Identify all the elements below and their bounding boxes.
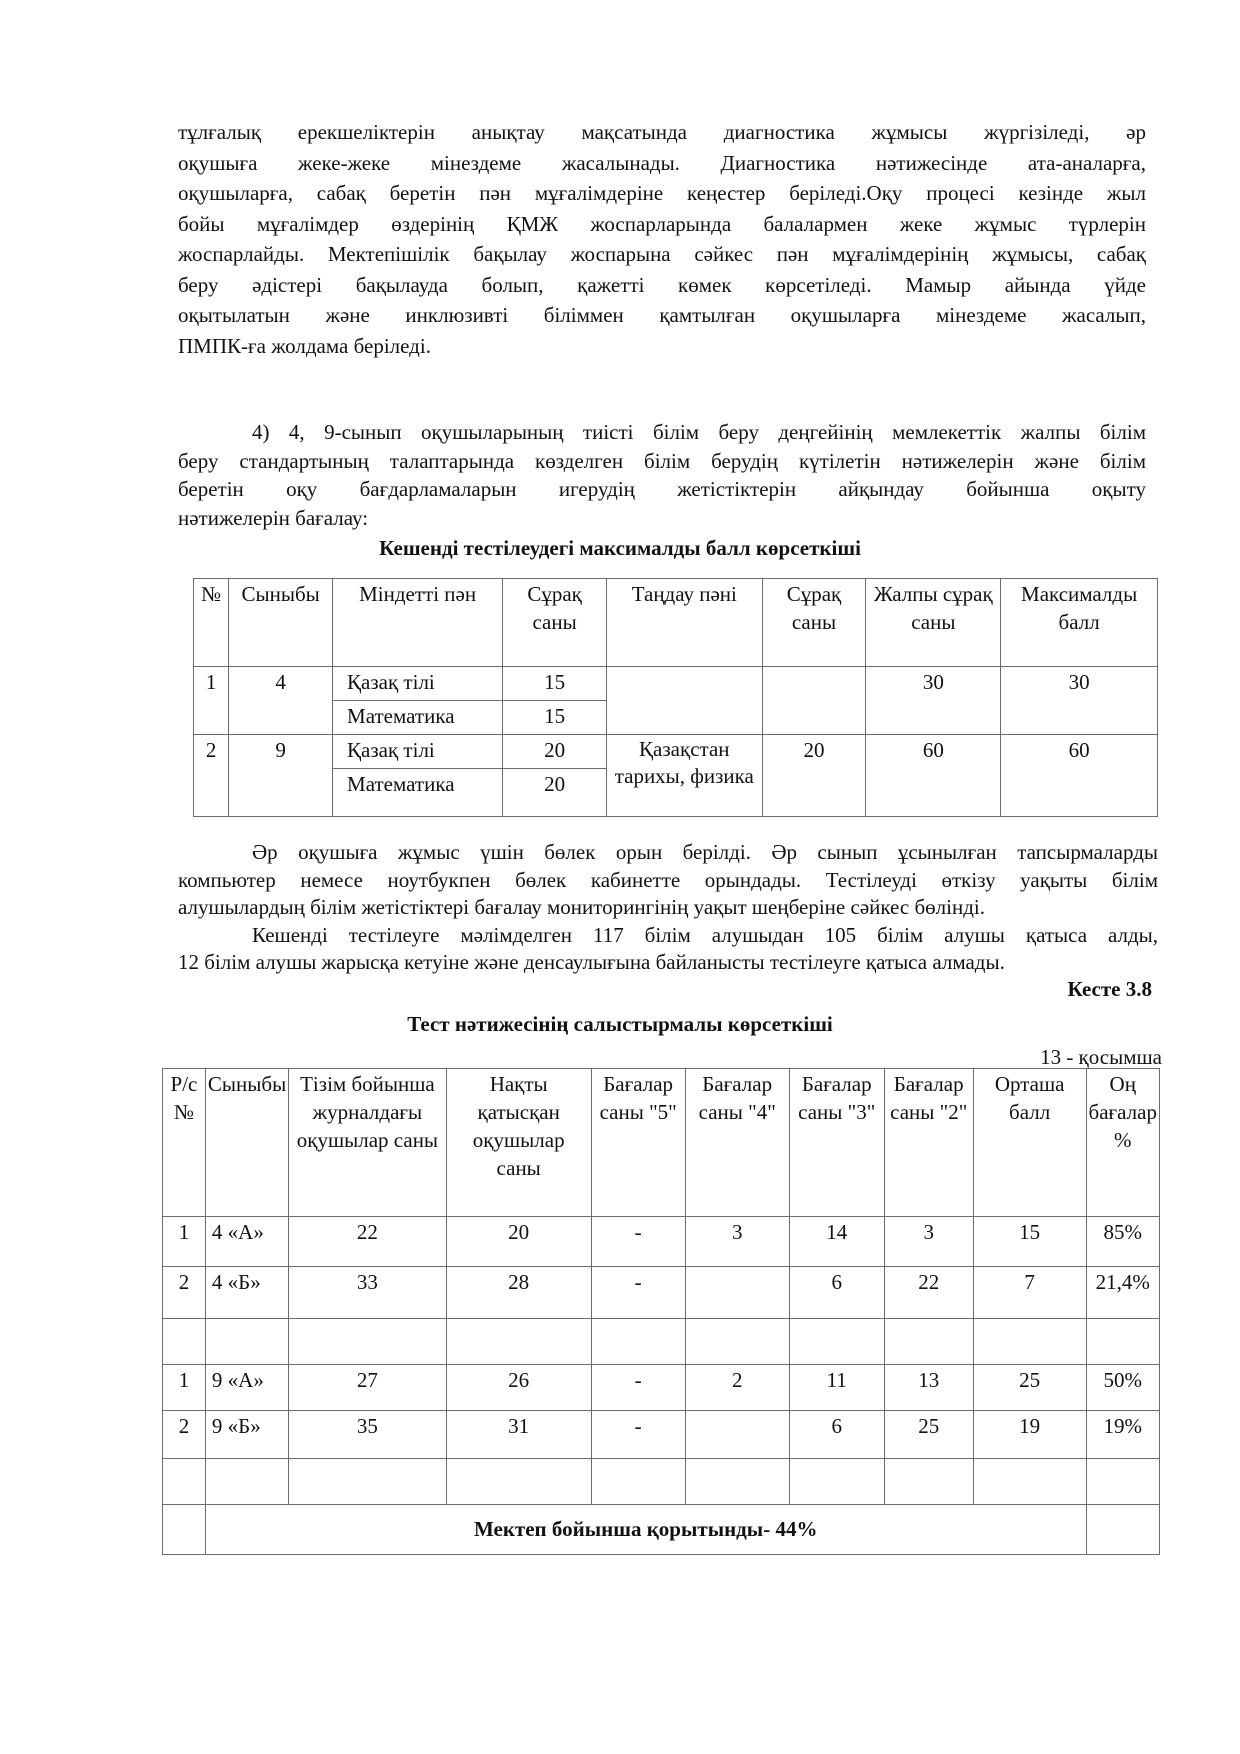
table-cell: 50% [1086,1365,1160,1411]
table-cell [973,1319,1086,1365]
table-row [163,1411,1160,1459]
table-row [194,735,1158,769]
table-cell [789,1319,884,1365]
table-cell: 2 [163,1267,206,1319]
header-cell: Сыныбы [205,1069,288,1217]
table-cell: 6 [789,1411,884,1459]
elective-question-cell [762,667,866,735]
table-cell: 27 [289,1365,446,1411]
text-line: Кешенді тестілеуге мәлімделген 117 білім алушыдан 105 білім алушы қатыса алды, [252,922,1158,947]
table-cell: 6 [789,1267,884,1319]
table-cell [289,1459,446,1505]
table-cell: 4 «Б» [205,1267,288,1319]
table-cell: 25 [884,1411,973,1459]
header-cell: Сыныбы [229,579,333,667]
table-cell [446,1459,591,1505]
table-cell: 28 [446,1267,591,1319]
elective-cell: Қазақстан тарихы, физика [606,735,762,817]
table-cell [289,1319,446,1365]
table1-title: Кешенді тестілеудегі максималды балл көрсеткіші [379,536,861,560]
header-cell: Бағалар саны "4" [685,1069,789,1217]
table-cell: 13 [884,1365,973,1411]
table-cell: 2 [685,1365,789,1411]
table-cell: 1 [163,1365,206,1411]
text-line: Әр оқушыға жұмыс үшін бөлек орын берілді. Әр сынып ұсынылған тапсырмаларды [252,840,1158,864]
text-line: оқушыға жеке-жеке мінездеме жасалынады. Диагностика нәтижесінде ата-аналарға, [178,150,1146,175]
text-line: беретін оқу бағдарламаларын игерудің жетістіктерін айқындау бойынша оқыту [178,477,1146,501]
table-cell: 21,4% [1086,1267,1160,1319]
table-cell: 1 [163,1217,206,1267]
text-line: 4) 4, 9-сынып оқушыларының тиісті білім беру деңгейінің мемлекеттік жалпы білім [252,420,1146,444]
header-cell: Сұрақ саны [503,579,607,667]
table-cell [884,1319,973,1365]
text-line: 12 білім алушы жарысқа кетуіне және денсаулығына байланысты тестілеуге қатыса алмады. [178,950,1005,974]
subject-cell: Қазақ тілі [333,667,503,701]
table-cell: 11 [789,1365,884,1411]
row-number: 2 [194,735,229,817]
school-total-cell: Мектеп бойынша қорытынды- 44% [205,1505,1086,1555]
text-line: оқушыларға, сабақ беретін пән мұғалімдеріне кеңестер беріледі.Оқу процесі кезінде жыл [178,181,1146,205]
table-cell: - [591,1411,685,1459]
text-line: нәтижелерін бағалау: [178,505,369,530]
comparison-table [162,1068,1160,1555]
text-line: компьютер немесе ноутбукпен бөлек кабинетте орындады. Тестілеуді өткізу уақыты білім [178,867,1158,892]
table-cell: 20 [446,1217,591,1267]
question-count-cell: 20 [503,769,607,817]
table-cell: 85% [1086,1217,1160,1267]
table-cell: 7 [973,1267,1086,1319]
table-row [194,667,1158,701]
max-score-cell: 30 [1001,667,1158,735]
table-row [163,1365,1160,1411]
total-row [163,1505,1160,1555]
text-line: тұлғалық ерекшеліктерін анықтау мақсатында диагностика жұмысы жүргізіледі, әр [178,120,1146,144]
text-line: алушылардың білім жетістіктері бағалау мониторингінің уақыт шеңберіне сәйкес бөлінді. [178,895,985,919]
table-cell [591,1459,685,1505]
table-cell: 19% [1086,1411,1160,1459]
grade-cell: 9 [229,735,333,817]
header-cell: Бағалар саны "5" [591,1069,685,1217]
total-questions-cell: 60 [866,735,1001,817]
table-cell: 35 [289,1411,446,1459]
table-row [163,1217,1160,1267]
header-cell: Сұрақ саны [762,579,866,667]
elective-question-cell: 20 [762,735,866,817]
table-row [163,1319,1160,1365]
table-cell: 26 [446,1365,591,1411]
table-cell [685,1411,789,1459]
max-score-table [193,578,1158,817]
header-cell: Таңдау пәні [606,579,762,667]
table-cell: 14 [789,1217,884,1267]
table-cell [1086,1319,1160,1365]
table-cell [163,1459,206,1505]
table-cell: 22 [884,1267,973,1319]
table-cell: 15 [973,1217,1086,1267]
table2-title: Тест нәтижесінің салыстырмалы көрсеткіші [407,1012,833,1036]
table-cell: - [591,1365,685,1411]
text-line: жоспарлайды. Мектепішілік бақылау жоспарына сәйкес пән мұғалімдерінің жұмысы, сабақ [178,242,1146,266]
table-cell [685,1319,789,1365]
table-cell: 9 «Б» [205,1411,288,1459]
header-cell: Жалпы сұрақ саны [866,579,1001,667]
annex-label: 13 - қосымша [1040,1045,1162,1069]
paragraph-testing-notes [178,839,1158,977]
table-cell: 31 [446,1411,591,1459]
table-cell [205,1319,288,1365]
header-cell: Бағалар саны "2" [884,1069,973,1217]
table-cell: 22 [289,1217,446,1267]
table-row [163,1459,1160,1505]
text-line: бойы мұғалімдер өздерінің ҚМЖ жоспарларында балалармен жеке жұмыс түрлерін [178,211,1146,236]
header-cell: Оң бағалар % [1086,1069,1160,1217]
table-cell [163,1505,206,1555]
header-cell: Р/с № [163,1069,206,1217]
header-cell: Бағалар саны "3" [789,1069,884,1217]
table-cell: 33 [289,1267,446,1319]
subject-cell: Математика [333,769,503,817]
table-cell: 4 «А» [205,1217,288,1267]
table-cell: 25 [973,1365,1086,1411]
table-cell [1086,1459,1160,1505]
header-cell: Тізім бойынша журналдағы оқушылар саны [289,1069,446,1217]
table-number-label: Кесте 3.8 [1067,977,1152,1001]
table-cell: - [591,1217,685,1267]
table-cell [973,1459,1086,1505]
table-cell [205,1459,288,1505]
table-cell: 3 [884,1217,973,1267]
question-count-cell: 20 [503,735,607,769]
text-line: беру әдістері бақылауда болып, қажетті көмек көрсетіледі. Мамыр айында үйде [178,272,1146,297]
table-cell [446,1319,591,1365]
paragraph-assessment [178,418,1146,532]
table-cell [591,1319,685,1365]
table-cell: 2 [163,1411,206,1459]
text-line: ПМПК-ға жолдама беріледі. [178,333,431,358]
table-cell [163,1319,206,1365]
table-cell [685,1267,789,1319]
table-cell: 19 [973,1411,1086,1459]
table-header-row [194,579,1158,667]
table-cell: 3 [685,1217,789,1267]
text-line: оқытылатын және инклюзивті біліммен қамтылған оқушыларға мінездеме жасалып, [178,303,1146,327]
table-cell [685,1459,789,1505]
row-number: 1 [194,667,229,735]
grade-cell: 4 [229,667,333,735]
header-cell: Максималды балл [1001,579,1158,667]
question-count-cell: 15 [503,667,607,701]
header-cell: Орташа балл [973,1069,1086,1217]
table-cell [884,1459,973,1505]
paragraph-diagnostics [178,117,1146,361]
table-cell [1086,1505,1160,1555]
header-cell: Міндетті пән [333,579,503,667]
table-cell [789,1459,884,1505]
max-score-cell: 60 [1001,735,1158,817]
header-cell: № [194,579,229,667]
elective-cell [606,667,762,735]
subject-cell: Математика [333,701,503,735]
table-cell: 9 «А» [205,1365,288,1411]
table-row [163,1267,1160,1319]
subject-cell: Қазақ тілі [333,735,503,769]
question-count-cell: 15 [503,701,607,735]
table-header-row [163,1069,1160,1217]
table-cell: - [591,1267,685,1319]
total-questions-cell: 30 [866,667,1001,735]
header-cell: Нақты қатысқан оқушылар саны [446,1069,591,1217]
text-line: беру стандартының талаптарында көзделген білім берудің күтілетін нәтижелерін және білім [178,448,1146,473]
